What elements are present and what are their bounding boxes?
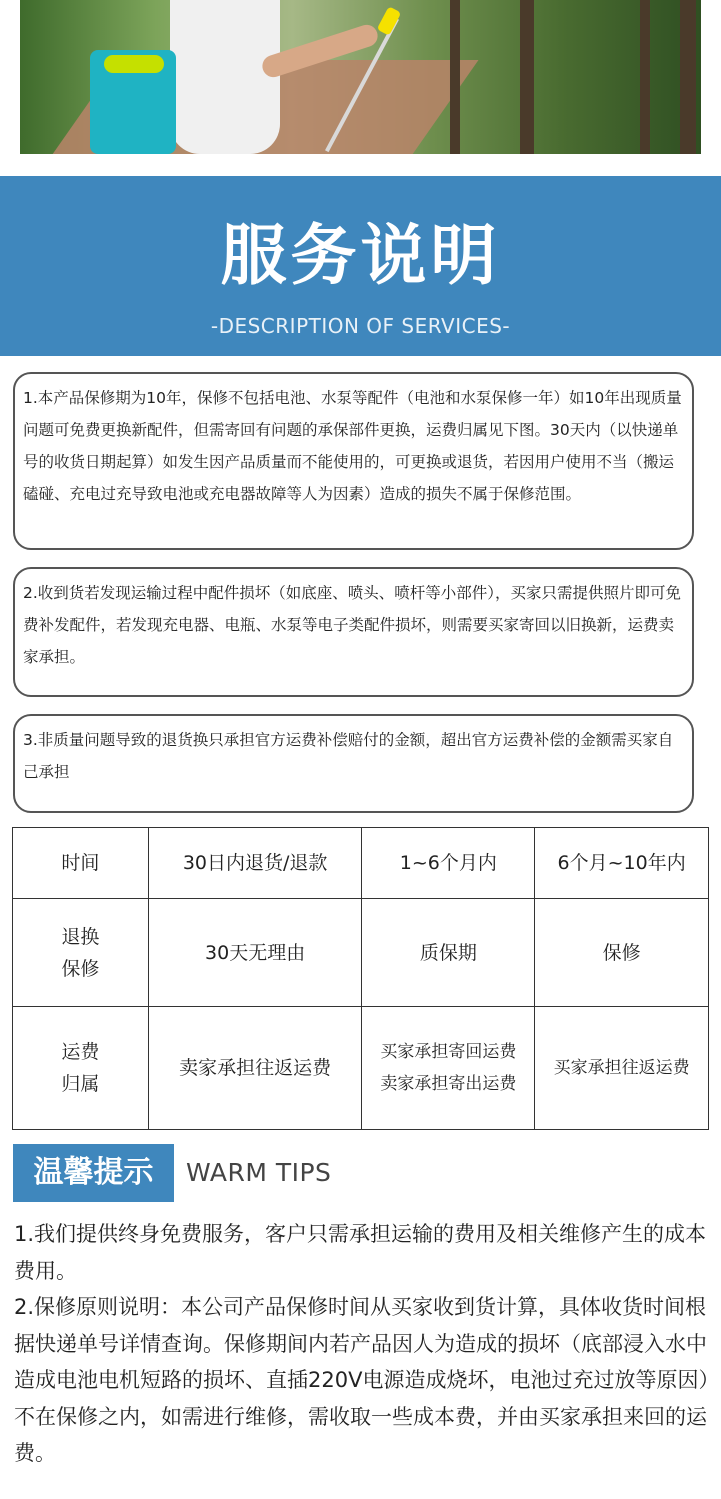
photo-tree (680, 0, 696, 154)
service-table (12, 827, 709, 1130)
table-cell: 卖家承担往返运费 (148, 1007, 362, 1130)
photo-tree (450, 0, 460, 154)
warm-tips-body (14, 1216, 712, 1472)
warm-tips-title-en: WARM TIPS (186, 1158, 332, 1187)
table-row (13, 1007, 709, 1130)
table-cell: 质保期 (362, 899, 535, 1007)
table-cell (362, 1007, 535, 1130)
row-label-line: 运费 (61, 1041, 100, 1063)
cell-line: 买家承担寄回运费 (380, 1042, 517, 1062)
table-cell: 买家承担往返运费 (535, 1007, 709, 1130)
product-photo (20, 0, 701, 154)
table-row (13, 899, 709, 1007)
table-header-cell: 1~6个月内 (362, 828, 535, 899)
photo-tank-cap (104, 55, 164, 73)
services-banner (0, 176, 721, 356)
row-label-line: 保修 (61, 957, 100, 980)
photo-tree (640, 0, 650, 154)
table-row-label (13, 899, 149, 1007)
tip-item: 1.我们提供终身免费服务，客户只需承担运输的费用及相关维修产生的成本费用。 (14, 1222, 707, 1283)
banner-title: 服务说明 (220, 217, 501, 294)
tip-item: 2.保修原则说明：本公司产品保修时间从买家收到货计算，具体收货时间根据快递单号详情查询。保修期间内若产品因人为造成的损坏（底部浸入水中造成电池电机短路的损坏、直插220V电源造成烧坏，电池过充过放等原因）不在保修之内，如需进行维修，需收取一些成本费，并由买家承担来回的运费。 (14, 1295, 709, 1465)
service-note-2: 2.收到货若发现运输过程中配件损坏（如底座、喷头、喷杆等小部件），买家只需提供照片即可免费补发配件，若发现充电器、电瓶、水泵等电子类配件损坏，则需要买家寄回以旧换新，运费卖家承担。 (13, 567, 694, 697)
table-header-cell: 6个月~10年内 (535, 828, 709, 899)
photo-person (170, 0, 280, 154)
warm-tips-title: 温馨提示 (13, 1144, 174, 1202)
cell-line: 卖家承担寄出运费 (380, 1074, 517, 1094)
table-header-cell: 30日内退货/退款 (148, 828, 362, 899)
service-note-3: 3.非质量问题导致的退货换只承担官方运费补偿赔付的金额，超出官方运费补偿的金额需买家自己承担 (13, 714, 694, 813)
service-note-1: 1.本产品保修期为10年，保修不包括电池、水泵等配件（电池和水泵保修一年）如10年出现质量问题可免费更换新配件，但需寄回有问题的承保部件更换，运费归属见下图。30天内（以快递单号的收货日期起算）如发生因产品质量而不能使用的，可更换或退货，若因用户使用不当（搬运磕碰、充电过充导致电池或充电器故障等人为因素）造成的损失不属于保修范围。 (13, 372, 694, 550)
photo-tree (520, 0, 534, 154)
table-cell: 保修 (535, 899, 709, 1007)
row-label-line: 归属 (61, 1073, 100, 1095)
banner-subtitle: -DESCRIPTION OF SERVICES- (210, 314, 511, 338)
table-row-label (13, 1007, 149, 1130)
row-label-line: 退换 (61, 925, 100, 948)
table-row (13, 828, 709, 899)
table-header-cell: 时间 (13, 828, 149, 899)
table-cell: 30天无理由 (148, 899, 362, 1007)
